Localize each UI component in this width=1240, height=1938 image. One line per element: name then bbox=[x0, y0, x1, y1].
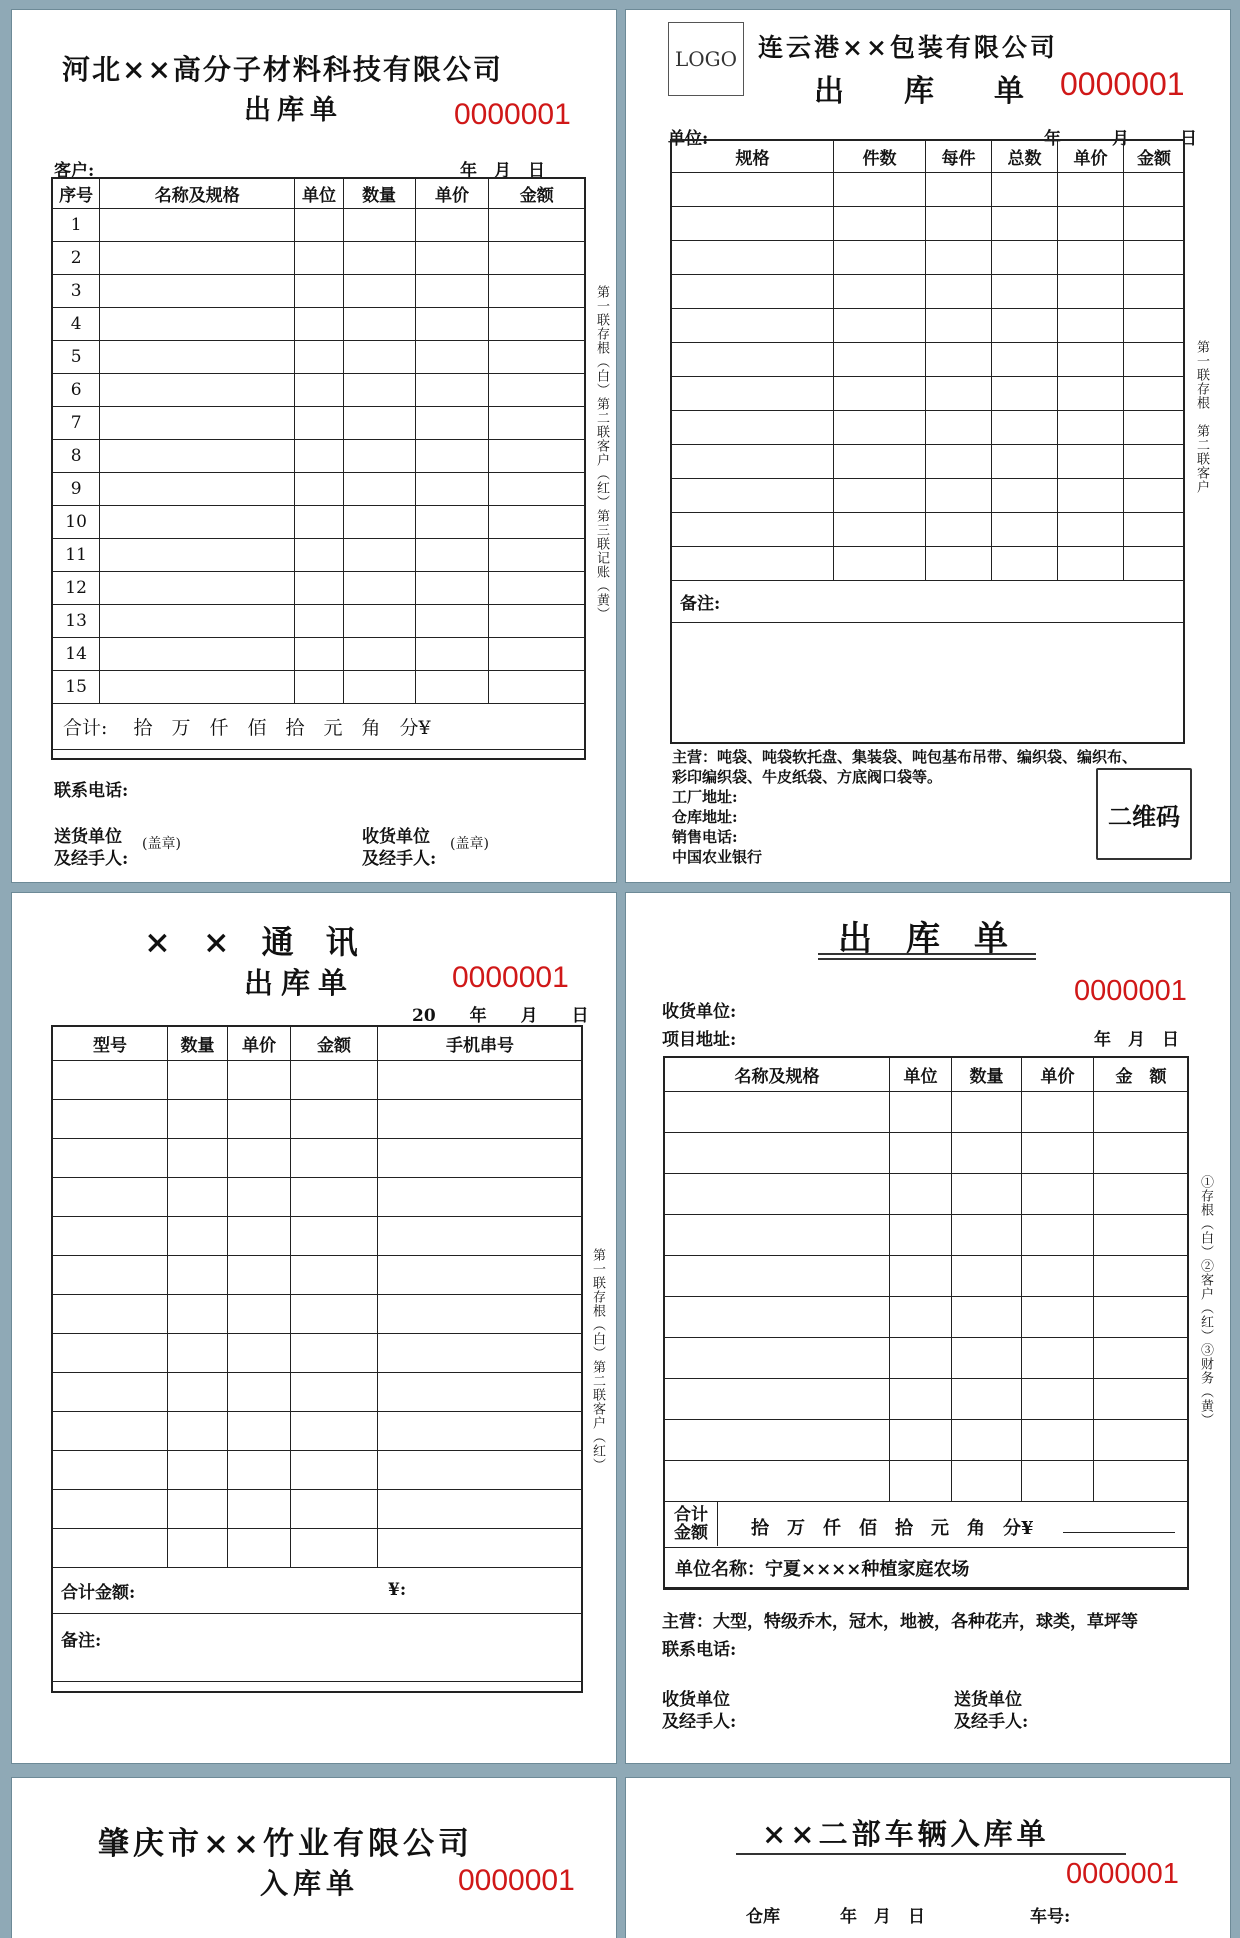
doc-title: 出 库 单 bbox=[838, 919, 1008, 959]
copy-notes: 第一联存根（白）第二联客户（红） bbox=[590, 1248, 605, 1472]
seal-note: (盖章) bbox=[142, 836, 181, 852]
car-number-label: 车号: bbox=[1030, 1907, 1071, 1927]
title-underline bbox=[818, 953, 1036, 955]
logo-box: LOGO bbox=[668, 22, 744, 96]
form-panel-6 bbox=[626, 1778, 1230, 1938]
col-header: 金额 bbox=[1124, 141, 1185, 173]
company-name: 河北××高分子材料科技有限公司 bbox=[62, 53, 503, 86]
business-line: 彩印编织袋、牛皮纸袋、方底阀口袋等。 bbox=[672, 768, 943, 786]
seal-note: (盖章) bbox=[450, 836, 489, 852]
col-header: 单价 bbox=[1058, 141, 1124, 173]
date-label: 年 月 日 bbox=[460, 161, 545, 181]
total-units: 拾 万 仟 佰 拾 元 角 分¥ bbox=[751, 1518, 1034, 1539]
row-number: 11 bbox=[53, 539, 100, 572]
col-header: 数量 bbox=[952, 1058, 1022, 1092]
receiver-signature: 及经手人: bbox=[662, 1712, 737, 1732]
table-border bbox=[51, 1025, 583, 1693]
col-header: 规格 bbox=[672, 141, 834, 173]
row-number: 12 bbox=[53, 572, 100, 605]
project-address-label: 项目地址: bbox=[662, 1030, 737, 1050]
serial-number: 0000001 bbox=[1066, 1858, 1179, 1890]
remark-label: 备注: bbox=[53, 1614, 583, 1682]
customer-label: 客户: bbox=[54, 161, 95, 181]
serial-number: 0000001 bbox=[1074, 975, 1187, 1007]
warehouse-label: 仓库 bbox=[746, 1907, 780, 1927]
row-number: 6 bbox=[53, 374, 100, 407]
col-header: 金额 bbox=[489, 179, 585, 209]
row-number: 8 bbox=[53, 440, 100, 473]
copy-notes: 第一联存根 第二联客户 bbox=[1194, 340, 1209, 494]
date-label: 年 月 日 bbox=[1044, 129, 1197, 149]
col-header: 单价 bbox=[228, 1027, 291, 1061]
serial-number: 0000001 bbox=[1060, 66, 1185, 102]
row-number: 15 bbox=[53, 671, 100, 704]
phone-label: 联系电话: bbox=[54, 781, 129, 801]
receiver-label: 收货单位 bbox=[362, 827, 430, 847]
col-header: 单位 bbox=[295, 179, 343, 209]
row-number: 14 bbox=[53, 638, 100, 671]
col-header: 件数 bbox=[834, 141, 926, 173]
col-header: 数量 bbox=[168, 1027, 228, 1061]
date-label: 年 月 日 bbox=[1094, 1030, 1179, 1050]
doc-title: 出库单 bbox=[244, 95, 343, 126]
col-header: 单价 bbox=[1022, 1058, 1094, 1092]
total-label: 金额 bbox=[674, 1523, 708, 1543]
unit-label: 单位: bbox=[668, 129, 709, 149]
receiver-signature: 收货单位 bbox=[662, 1690, 730, 1710]
row-number: 3 bbox=[53, 275, 100, 308]
total-label: 合计 bbox=[674, 1505, 708, 1525]
form-panel-5 bbox=[12, 1778, 616, 1938]
unit-name: 单位名称：宁夏××××种植家庭农场 bbox=[665, 1548, 1189, 1588]
total-label: 合计: bbox=[63, 717, 108, 739]
title-underline bbox=[818, 958, 1036, 960]
receiver-label: 收货单位: bbox=[662, 1002, 737, 1022]
company-name: × × 通 讯 bbox=[144, 923, 358, 961]
table-border bbox=[51, 177, 586, 760]
col-header: 每件 bbox=[926, 141, 992, 173]
total-units: 拾 万 仟 佰 拾 元 角 分¥ bbox=[133, 717, 431, 739]
serial-number: 0000001 bbox=[458, 1864, 575, 1897]
col-header: 金额 bbox=[291, 1027, 378, 1061]
yen-label: ¥: bbox=[388, 1580, 407, 1600]
copy-notes: 第一联存根（白）第二联客户（红）第三联记账（黄） bbox=[594, 285, 609, 621]
table-border bbox=[670, 139, 1185, 744]
row-number: 9 bbox=[53, 473, 100, 506]
serial-number: 0000001 bbox=[454, 98, 571, 131]
receiver-label: 及经手人: bbox=[362, 849, 437, 869]
col-header: 手机串号 bbox=[378, 1027, 583, 1061]
row-number: 13 bbox=[53, 605, 100, 638]
row-number: 5 bbox=[53, 341, 100, 374]
factory-address-label: 工厂地址: bbox=[672, 788, 738, 806]
company-name: 连云港××包装有限公司 bbox=[758, 33, 1058, 62]
col-header: 总数 bbox=[992, 141, 1058, 173]
row-number: 7 bbox=[53, 407, 100, 440]
title-underline bbox=[736, 1853, 1126, 1855]
warehouse-address-label: 仓库地址: bbox=[672, 808, 738, 826]
col-header: 数量 bbox=[343, 179, 415, 209]
sender-label: 及经手人: bbox=[54, 849, 129, 869]
row-number: 2 bbox=[53, 242, 100, 275]
col-header: 单位 bbox=[890, 1058, 952, 1092]
col-header: 金 额 bbox=[1094, 1058, 1189, 1092]
col-header: 序号 bbox=[53, 179, 100, 209]
total-amount-label: 合计金额: bbox=[61, 1583, 136, 1603]
table-border bbox=[663, 1056, 1189, 1590]
sender-label: 送货单位 bbox=[54, 827, 122, 847]
doc-title: ××二部车辆入库单 bbox=[762, 1817, 1050, 1851]
business-line: 主营：大型，特级乔木，冠木，地被，各种花卉，球类，草坪等 bbox=[662, 1612, 1138, 1632]
qr-code-placeholder: 二维码 bbox=[1096, 768, 1192, 860]
phone-label: 联系电话: bbox=[662, 1640, 737, 1660]
copy-notes: ①存根（白）②客户（红）③财务（黄） bbox=[1198, 1175, 1213, 1427]
sales-phone-label: 销售电话: bbox=[672, 828, 738, 846]
company-name: 肇庆市××竹业有限公司 bbox=[98, 1826, 473, 1862]
doc-title: 入库单 bbox=[260, 1867, 360, 1900]
row-number: 4 bbox=[53, 308, 100, 341]
row-number: 1 bbox=[53, 209, 100, 242]
date-label: 年 月 日 bbox=[840, 1907, 925, 1927]
bank-name: 中国农业银行 bbox=[672, 848, 763, 866]
col-header: 单价 bbox=[415, 179, 489, 209]
remark-label: 备注: bbox=[672, 581, 1185, 623]
serial-number: 0000001 bbox=[452, 961, 569, 994]
doc-title: 出 库 单 bbox=[814, 74, 1024, 109]
form-panel-1 bbox=[12, 10, 616, 882]
col-header: 名称及规格 bbox=[100, 179, 295, 209]
row-number: 10 bbox=[53, 506, 100, 539]
col-header: 名称及规格 bbox=[665, 1058, 890, 1092]
col-header: 型号 bbox=[53, 1027, 168, 1061]
sender-signature: 及经手人: bbox=[954, 1712, 1029, 1732]
date-label: 20 年 月 日 bbox=[412, 1006, 589, 1026]
doc-title: 出库单 bbox=[244, 966, 356, 1000]
form-panel-2 bbox=[626, 10, 1230, 882]
form-panel-4 bbox=[626, 893, 1230, 1763]
sender-signature: 送货单位 bbox=[954, 1690, 1022, 1710]
business-line: 主营：吨袋、吨袋软托盘、集装袋、吨包基布吊带、编织袋、编织布、 bbox=[672, 748, 1138, 766]
form-panel-3 bbox=[12, 893, 616, 1763]
